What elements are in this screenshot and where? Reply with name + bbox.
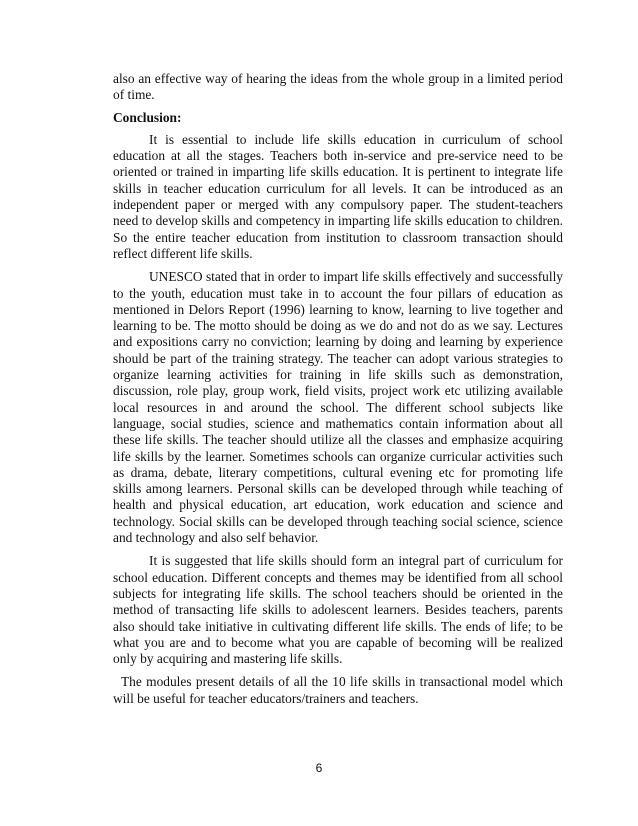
page-number: 6	[315, 761, 323, 775]
page-body	[113, 71, 563, 714]
paragraph-1: It is essential to include life skills education in curriculum of school education at all the stages. Teachers both in-service and pre-service need to be oriented or trained in imparting life skills education. It is pertinent to integrate life skills in teacher education curriculum for all levels. It can be introduced as an independent paper or merged with any compulsory paper. The student-teachers need to develop skills and competency in imparting life skills education to children. So the entire teacher education from institution to classroom transaction should reflect different life skills.	[113, 131, 563, 261]
continuation-paragraph: also an effective way of hearing the ideas from the whole group in a limited period of time.	[113, 71, 563, 103]
paragraph-2: UNESCO stated that in order to impart life skills effectively and successfully to the youth, education must take in to account the four pillars of education as mentioned in Delors Report (1996) learning to know, learning to live together and learning to be. The motto should be doing as we do and not do as we say. Lectures and expositions carry no conviction; learning by doing and learning by experience should be part of the training strategy. The teacher can adopt various strategies to organize learning activities for training in life skills such as demonstration, discussion, role play, group work, field visits, project work etc utilizing available local resources in and around the school. The different school subjects like language, social studies, science and mathematics contain information about all these life skills. The teacher should utilize all the classes and emphasize acquiring life skills by the learner. Sometimes schools can organize curricular activities such as drama, debate, literary competitions, cultural evening etc for promoting life skills among learners. Personal skills can be developed through while teaching of health and physical education, art education, work education and science and technology. Social skills can be developed through teaching social science, science and technology and also self behavior.	[113, 269, 563, 546]
paragraph-4: The modules present details of all the 10 life skills in transactional model which will be useful for teacher educators/trainers and teachers.	[113, 674, 563, 706]
paragraph-3: It is suggested that life skills should form an integral part of curriculum for school education. Different concepts and themes may be identified from all school subjects for integrating life skills. The school teachers should be oriented in the method of transacting life skills to adolescent learners. Besides teachers, parents also should take initiative in cultivating different life skills. The ends of life; to be what you are and to become what you are capable of becoming will be realized only by acquiring and mastering life skills.	[113, 553, 563, 667]
section-heading-conclusion: Conclusion:	[113, 109, 182, 125]
